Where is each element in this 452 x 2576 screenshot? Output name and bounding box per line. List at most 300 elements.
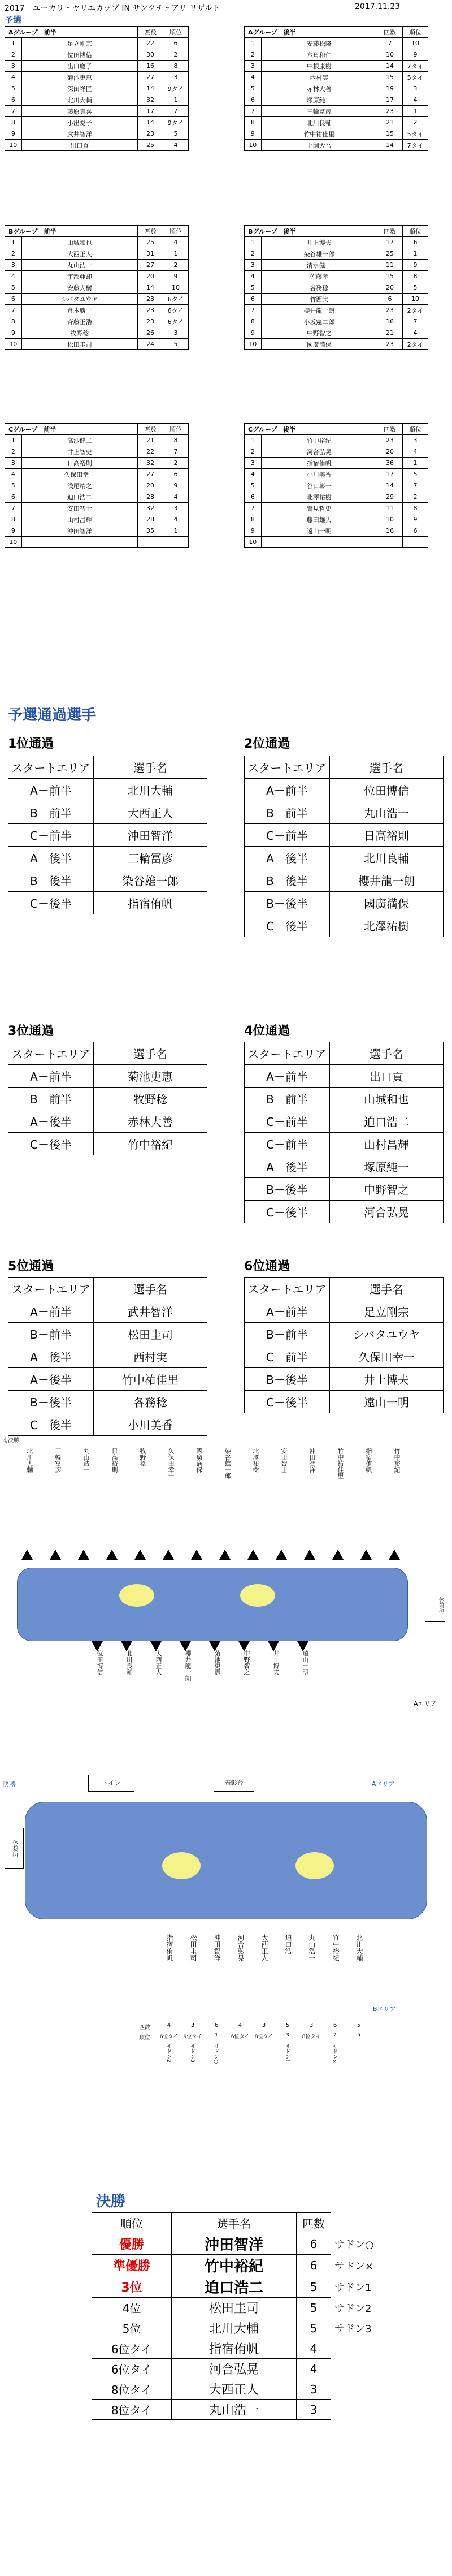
qualifier-table xyxy=(8,1042,207,1155)
table-row xyxy=(5,140,189,151)
seat-name: 中野智之 xyxy=(243,1650,250,1675)
qualifier-title: 2位通過 xyxy=(244,737,290,751)
yosen-heading: 予選 xyxy=(5,15,22,25)
angler-name: 竹西実 xyxy=(261,294,377,305)
table-row xyxy=(245,1201,444,1223)
table-row xyxy=(245,1088,444,1110)
qualifier-table xyxy=(244,756,444,937)
start-area: A－後半 xyxy=(8,847,94,869)
table-row xyxy=(245,1345,444,1368)
row-number: 8 xyxy=(5,316,22,327)
table-row xyxy=(245,491,428,503)
catch-count: 11 xyxy=(377,503,403,514)
row-number: 7 xyxy=(5,503,22,514)
triangle-marker xyxy=(276,1550,287,1560)
start-area: C－後半 xyxy=(8,1133,94,1155)
row-number: 9 xyxy=(245,128,262,140)
table-row xyxy=(245,294,428,305)
table-row xyxy=(245,140,428,151)
table-row xyxy=(245,260,428,271)
rank-value: 2 xyxy=(403,117,428,128)
table-row xyxy=(5,446,189,458)
start-area: A－前半 xyxy=(8,1065,94,1088)
rank-value: 10 xyxy=(163,282,189,294)
table-row xyxy=(5,503,189,514)
finalist-rank: 3 xyxy=(286,2033,289,2038)
finalist-count: 3 xyxy=(262,2022,266,2029)
catch-count: 29 xyxy=(377,491,403,503)
rank-value: 7 xyxy=(403,480,428,491)
rank-value: 4 xyxy=(403,94,428,106)
angler-name: 竹中裕紀 xyxy=(261,435,377,446)
seat-name: 櫻井龍一朗 xyxy=(184,1650,192,1681)
table-row xyxy=(5,271,189,282)
angler-name: 松田圭司 xyxy=(21,339,137,350)
table-row xyxy=(245,446,428,458)
table-row xyxy=(8,892,207,914)
rank-value: 10 xyxy=(403,38,428,49)
angler-name: 櫻井龍一朗 xyxy=(261,305,377,316)
finalist-count: 6 xyxy=(214,2022,219,2029)
rank-value: 3 xyxy=(403,83,428,94)
catch-count: 15 xyxy=(377,271,403,282)
catch-count: 20 xyxy=(377,446,403,458)
catch-count: 14 xyxy=(138,83,163,94)
finalist-rank: 6位タイ xyxy=(159,2034,179,2040)
catch-count: 7 xyxy=(377,38,403,49)
final-count: 5 xyxy=(297,2298,331,2318)
finalist-name: 指宿侑帆 xyxy=(166,1934,173,1961)
rank-value: 9タイ xyxy=(163,83,189,94)
angler-name: 西村実 xyxy=(94,1345,207,1368)
rank-value: 7 xyxy=(163,446,189,458)
catch-count: 6 xyxy=(377,294,403,305)
row-number: 1 xyxy=(5,237,22,248)
start-area: B－前半 xyxy=(8,1088,94,1110)
angler-name: 小坂憲二郎 xyxy=(261,316,377,327)
row-number: 4 xyxy=(5,271,22,282)
catch-count: 35 xyxy=(138,525,163,537)
col-rank: 順位 xyxy=(403,424,428,435)
catch-count: 23 xyxy=(377,435,403,446)
seat-name: 國廣満保 xyxy=(195,1448,203,1473)
seat-name: 久保田幸一 xyxy=(167,1448,175,1479)
table-row xyxy=(5,469,189,480)
podium: 表彰台 xyxy=(214,1775,254,1792)
final-count: 4 xyxy=(297,2359,331,2379)
catch-count: 14 xyxy=(138,282,163,294)
start-area: C－後半 xyxy=(8,892,94,914)
table-row xyxy=(245,49,428,61)
table-row xyxy=(245,83,428,94)
table-row xyxy=(245,94,428,106)
sudden-note: サドン× xyxy=(332,2044,337,2065)
table-row xyxy=(245,892,444,914)
seat-name: 北川大輔 xyxy=(26,1448,33,1473)
catch-count: 27 xyxy=(138,260,163,271)
final-angler: 河合弘晃 xyxy=(172,2359,297,2379)
col-count: 匹数 xyxy=(297,2213,331,2233)
row-number: 7 xyxy=(5,106,22,117)
finalist-rank: 9位タイ xyxy=(183,2034,202,2040)
col-rank: 順位 xyxy=(403,27,428,38)
angler-name: 北澤祐樹 xyxy=(330,914,444,937)
angler-name xyxy=(21,537,137,548)
catch-count: 25 xyxy=(138,140,163,151)
table-row xyxy=(5,94,189,106)
rank-value: 7 xyxy=(163,106,189,117)
row-number: 3 xyxy=(245,260,262,271)
angler-name: 各務稔 xyxy=(94,1391,207,1413)
table-row xyxy=(5,117,189,128)
qualifier-title: 6位通過 xyxy=(244,1259,290,1274)
triangle-marker xyxy=(21,1550,33,1560)
group-name: Bグループ 前半 xyxy=(5,226,138,237)
col-angler: 選手名 xyxy=(330,1042,444,1065)
table-row xyxy=(5,248,189,260)
triangle-marker xyxy=(163,1550,174,1560)
table-row xyxy=(245,537,428,548)
table-row xyxy=(245,316,428,327)
table-row xyxy=(5,458,189,469)
row-number: 5 xyxy=(5,480,22,491)
row-number: 3 xyxy=(5,61,22,72)
catch-count: 20 xyxy=(138,271,163,282)
angler-name: 出口貢 xyxy=(330,1065,444,1088)
final-rank: 8位タイ xyxy=(92,2379,172,2400)
qualifier-table xyxy=(244,1042,444,1223)
rank-value: 4 xyxy=(403,446,428,458)
angler-name: 北澤祐樹 xyxy=(261,491,377,503)
table-row xyxy=(5,72,189,83)
angler-name: 國廣満保 xyxy=(261,339,377,350)
start-area: A－前半 xyxy=(245,779,330,801)
table-row xyxy=(5,83,189,94)
table-row xyxy=(8,1110,207,1133)
table-row xyxy=(92,2338,380,2359)
group-header-row xyxy=(5,226,189,237)
angler-name: 位田博信 xyxy=(21,49,137,61)
table-row xyxy=(8,1065,207,1088)
row-number: 1 xyxy=(5,38,22,49)
table-row xyxy=(245,1065,444,1088)
area-a-label-final: Aエリア xyxy=(372,1780,395,1788)
angler-name: 小川美香 xyxy=(94,1413,207,1436)
rank-value: 9タイ xyxy=(163,117,189,128)
catch-count: 25 xyxy=(377,248,403,260)
col-count: 匹数 xyxy=(138,226,163,237)
row-number: 10 xyxy=(245,339,262,350)
table-row xyxy=(245,1155,444,1178)
catch-count: 14 xyxy=(377,140,403,151)
row-number: 10 xyxy=(5,140,22,151)
rank-value: 5 xyxy=(163,128,189,140)
final-angler: 沖田智洋 xyxy=(172,2233,297,2255)
table-row xyxy=(8,1413,207,1436)
final-count: 4 xyxy=(297,2338,331,2359)
catch-count: 14 xyxy=(377,480,403,491)
row-number: 5 xyxy=(245,83,262,94)
seat-name: 丸山浩一 xyxy=(82,1448,90,1473)
angler-name: 中野智之 xyxy=(330,1178,444,1201)
angler-name: 位田博信 xyxy=(330,779,444,801)
angler-name: 六角和仁 xyxy=(261,49,377,61)
angler-name: 赤林大善 xyxy=(261,83,377,94)
finalist-name: 北川大輔 xyxy=(355,1934,363,1961)
rank-value: 6タイ xyxy=(163,305,189,316)
sudden-death-note xyxy=(331,2400,380,2420)
finalist-rank: 6位タイ xyxy=(231,2034,250,2040)
table-row xyxy=(5,435,189,446)
table-row xyxy=(245,117,428,128)
start-area: B－前半 xyxy=(8,1323,94,1345)
angler-name: 井上博夫 xyxy=(261,237,377,248)
rank-value: 2 xyxy=(403,491,428,503)
catch-count: 21 xyxy=(377,327,403,339)
angler-name: 出口慶子 xyxy=(21,61,137,72)
angler-name: 高沙健二 xyxy=(21,435,137,446)
rank-value: 1 xyxy=(403,248,428,260)
table-row xyxy=(8,779,207,801)
catch-count: 15 xyxy=(377,128,403,140)
sudden-death-note xyxy=(331,2338,380,2359)
table-row xyxy=(5,38,189,49)
group-name: Cグループ 前半 xyxy=(5,424,138,435)
sudden-note: サドン1 xyxy=(284,2044,290,2062)
final-count: 6 xyxy=(297,2233,331,2255)
row-number: 10 xyxy=(5,339,22,350)
table-row xyxy=(245,305,428,316)
table-row xyxy=(245,72,428,83)
rank-value: 1 xyxy=(403,458,428,469)
start-area: B－前半 xyxy=(245,1323,330,1345)
triangle-marker xyxy=(150,1641,162,1651)
catch-count: 23 xyxy=(138,128,163,140)
angler-name: 菊池吏恵 xyxy=(94,1065,207,1088)
angler-name: 迫口浩二 xyxy=(330,1110,444,1133)
rank-value: 3 xyxy=(403,435,428,446)
angler-name: 菊池吏恵 xyxy=(21,72,137,83)
rank-value: 8 xyxy=(403,503,428,514)
table-row xyxy=(8,1300,207,1323)
final-island-right xyxy=(295,1852,334,1879)
row-number: 9 xyxy=(5,128,22,140)
finalist-count: 3 xyxy=(190,2022,195,2029)
table-row xyxy=(92,2255,380,2276)
final-rank: 5位 xyxy=(92,2318,172,2338)
angler-name: 北川大輔 xyxy=(21,94,137,106)
angler-name: 足立剛宗 xyxy=(21,38,137,49)
row-number: 7 xyxy=(5,305,22,316)
group-name: Aグループ 後半 xyxy=(245,27,377,38)
table-row xyxy=(245,339,428,350)
angler-name: 塚原純一 xyxy=(261,94,377,106)
row-number: 5 xyxy=(245,282,262,294)
table-row xyxy=(5,491,189,503)
rank-value: 6 xyxy=(403,525,428,537)
table-row xyxy=(245,1133,444,1155)
table-row xyxy=(5,106,189,117)
rank-value: 7 xyxy=(403,316,428,327)
col-count: 匹数 xyxy=(138,424,163,435)
rank-value: 5 xyxy=(403,469,428,480)
triangle-marker xyxy=(332,1550,344,1560)
catch-count: 17 xyxy=(138,106,163,117)
table-row xyxy=(245,1178,444,1201)
table-row xyxy=(245,282,428,294)
table-row xyxy=(8,869,207,892)
sudden-note: サドン2 xyxy=(166,2044,171,2062)
row-number: 7 xyxy=(245,106,262,117)
angler-name: 遠山一明 xyxy=(261,525,377,537)
start-area: C－後半 xyxy=(245,1391,330,1413)
angler-name: 小出愛子 xyxy=(21,117,137,128)
diagram1-label: 南決勝 xyxy=(2,1438,19,1444)
final-rank: 6位タイ xyxy=(92,2359,172,2379)
angler-name: 松田圭司 xyxy=(94,1323,207,1345)
final-rank: 6位タイ xyxy=(92,2338,172,2359)
col-rank: 順位 xyxy=(163,27,189,38)
finalist-rank: 1 xyxy=(215,2033,218,2038)
row-number: 2 xyxy=(5,248,22,260)
seat-name: 染谷雄一郎 xyxy=(224,1448,231,1479)
angler-name: 山村昌輝 xyxy=(330,1133,444,1155)
row-number: 4 xyxy=(245,469,262,480)
angler-name: 遠山一明 xyxy=(330,1391,444,1413)
table-row xyxy=(245,1300,444,1323)
row-number: 2 xyxy=(5,446,22,458)
table-row xyxy=(245,128,428,140)
finalist-rank: 8位タイ xyxy=(302,2034,321,2040)
table-row xyxy=(92,2400,380,2420)
page-date: 2017.11.23 xyxy=(355,2,401,11)
table-row xyxy=(5,305,189,316)
angler-name: 浅尾靖之 xyxy=(21,480,137,491)
angler-name: 西村実 xyxy=(261,72,377,83)
angler-name: 丸山浩一 xyxy=(21,260,137,271)
sudden-death-note: サドン1 xyxy=(334,2281,372,2294)
rank-value: 9 xyxy=(163,271,189,282)
col-start-area: スタートエリア xyxy=(245,1042,330,1065)
table-row xyxy=(245,869,444,892)
rank-value: 9 xyxy=(403,514,428,525)
final-angler: 丸山浩一 xyxy=(172,2400,297,2420)
finalist-name: 竹中裕紀 xyxy=(332,1934,340,1961)
triangle-marker xyxy=(92,1641,103,1651)
start-area: B－後半 xyxy=(245,869,330,892)
rank-value: 3 xyxy=(163,327,189,339)
table-row xyxy=(92,2276,380,2298)
rank-value: 5 xyxy=(403,282,428,294)
final-rank: 8位タイ xyxy=(92,2400,172,2420)
start-area: C－後半 xyxy=(245,914,330,937)
angler-name: 武井智洋 xyxy=(21,128,137,140)
rank-value: 8 xyxy=(403,271,428,282)
seat-name: 沖田智洋 xyxy=(308,1448,316,1473)
qualifier-table xyxy=(8,756,207,914)
group-name: Cグループ 後半 xyxy=(245,424,377,435)
qualifier-header-row xyxy=(245,1042,444,1065)
qualifier-table xyxy=(244,1277,444,1413)
catch-count: 10 xyxy=(377,514,403,525)
table-row xyxy=(5,282,189,294)
angler-name: 赤林大善 xyxy=(94,1110,207,1133)
final-header-row xyxy=(92,2213,380,2233)
start-area: B－後半 xyxy=(245,1368,330,1391)
angler-name: 清水健一 xyxy=(261,260,377,271)
angler-name: 櫻井龍一朗 xyxy=(330,869,444,892)
table-row xyxy=(245,480,428,491)
angler-name: 竹中裕紀 xyxy=(94,1133,207,1155)
angler-name: 宇都亜却 xyxy=(21,271,137,282)
table-row xyxy=(5,316,189,327)
table-row xyxy=(245,514,428,525)
rank-value: 2タイ xyxy=(403,305,428,316)
group-header-row xyxy=(245,226,428,237)
qualifier-title: 4位通過 xyxy=(244,1024,290,1038)
seat-name: 竹中祐佳里 xyxy=(337,1448,344,1479)
catch-count: 32 xyxy=(138,458,163,469)
angler-name: シバタユウヤ xyxy=(330,1323,444,1345)
table-row xyxy=(245,469,428,480)
col-count: 匹数 xyxy=(377,226,403,237)
row-number: 6 xyxy=(245,94,262,106)
table-row xyxy=(245,106,428,117)
row-number: 10 xyxy=(245,537,262,548)
rank-value: 6タイ xyxy=(163,294,189,305)
table-row xyxy=(245,1323,444,1345)
angler-name: 各務稔 xyxy=(261,282,377,294)
group-table xyxy=(244,26,428,151)
rank-value: 6 xyxy=(163,469,189,480)
rank-value: 6 xyxy=(403,237,428,248)
col-rank: 順位 xyxy=(92,2213,172,2233)
catch-count: 23 xyxy=(138,294,163,305)
seat-name: 安田智士 xyxy=(280,1448,288,1473)
rank-value: 4 xyxy=(163,514,189,525)
row-number: 3 xyxy=(5,458,22,469)
table-row xyxy=(8,1323,207,1345)
triangle-marker xyxy=(360,1550,372,1560)
col-rank: 順位 xyxy=(163,424,189,435)
final-island-left xyxy=(162,1852,201,1879)
start-area: C－前半 xyxy=(245,1110,330,1133)
row-number: 4 xyxy=(245,271,262,282)
rank-value: 6タイ xyxy=(163,316,189,327)
start-area: C－前半 xyxy=(245,1345,330,1368)
catch-count: 16 xyxy=(377,316,403,327)
finalist-rank: 2 xyxy=(333,2033,337,2038)
rank-value: 5 xyxy=(163,339,189,350)
angler-name: 牧野稔 xyxy=(21,327,137,339)
table-row xyxy=(5,537,189,548)
angler-name: 鷲見哲史 xyxy=(261,503,377,514)
table-row xyxy=(5,128,189,140)
rank-value: 8 xyxy=(163,435,189,446)
angler-name: 斉藤正浩 xyxy=(21,316,137,327)
angler-name: 藤原真喜 xyxy=(21,106,137,117)
qualifier-title: 3位通過 xyxy=(8,1024,54,1038)
angler-name: 指宿侑帆 xyxy=(94,892,207,914)
start-area: A－後半 xyxy=(8,1368,94,1391)
table-row xyxy=(5,237,189,248)
group-table xyxy=(5,423,189,548)
start-area: C－前半 xyxy=(8,824,94,847)
table-row xyxy=(245,847,444,869)
catch-count: 11 xyxy=(377,260,403,271)
finalist-count: 4 xyxy=(167,2022,171,2029)
catch-count: 22 xyxy=(138,446,163,458)
